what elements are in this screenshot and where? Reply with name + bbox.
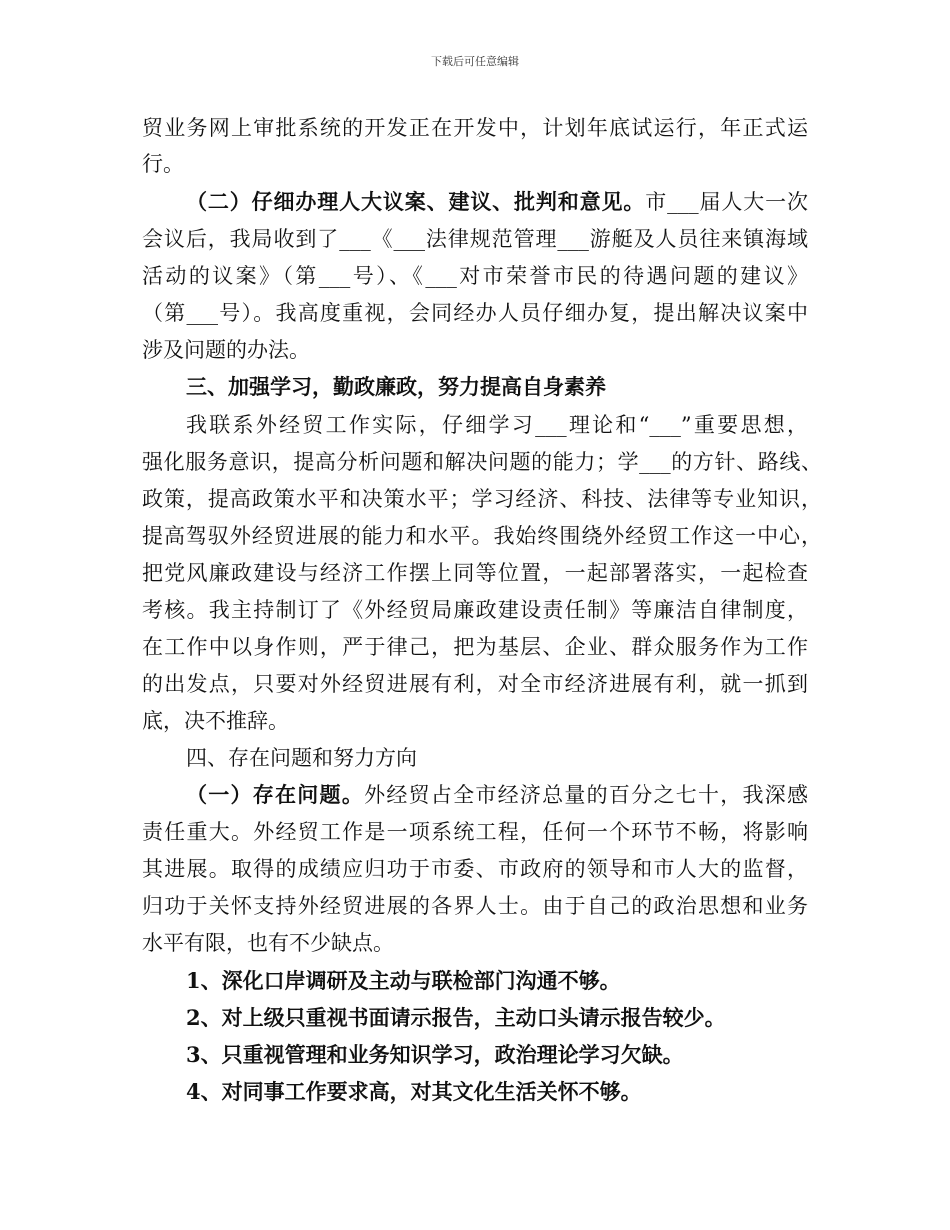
paragraph-line: （第___号）。我高度重视，会同经办人员仔细办复，提出解决议案中 (142, 301, 808, 325)
paragraph-line: 归功于关怀支持外经贸进展的各界人士。由于自己的政治思想和业务 (142, 894, 808, 918)
section-heading: （二）仔细办理人大议案、建议、批判和意见。 (186, 189, 646, 214)
section-heading: 三、加强学习，勤政廉政，努力提高自身素养 (186, 374, 606, 399)
list-item: 4、对同事工作要求高，对其文化生活关怀不够。 (186, 1079, 642, 1104)
page-header: 下载后可任意编辑 (431, 55, 519, 68)
paragraph-line: 提高驾驭外经贸进展的能力和水平。我始终围绕外经贸工作这一中心， (142, 524, 822, 548)
paragraph-line: 责任重大。外经贸工作是一项系统工程，任何一个环节不畅，将影响 (142, 820, 808, 844)
paragraph-line: 的出发点，只要对外经贸进展有利，对全市经济进展有利，就一抓到 (142, 672, 808, 696)
list-item: 3、只重视管理和业务知识学习，政治理论学习欠缺。 (186, 1042, 684, 1067)
paragraph-line: 考核。我主持制订了《外经贸局廉政建设责任制》等廉洁自律制度， (142, 598, 808, 622)
paragraph-line (186, 781, 808, 809)
paragraph-line: 在工作中以身作则，严于律己，把为基层、企业、群众服务作为工作 (142, 635, 808, 659)
paragraph-line: 贸业务网上审批系统的开发正在开发中，计划年底试运行，年正式运 (142, 116, 808, 140)
section-heading: （一）存在问题。 (186, 782, 365, 807)
paragraph-line: 其进展。取得的成绩应归功于市委、市政府的领导和市人大的监督， (142, 857, 808, 881)
paragraph-text: 外经贸占全市经济总量的百分之七十，我深感 (364, 783, 809, 807)
paragraph-line: 涉及问题的办法。 (142, 338, 310, 362)
paragraph-line: 政策，提高政策水平和决策水平；学习经济、科技、法律等专业知识， (142, 487, 822, 511)
paragraph-line: 强化服务意识，提高分析问题和解决问题的能力；学___的方针、路线、 (142, 450, 822, 474)
paragraph-line: 会议后，我局收到了___《___法律规范管理___游艇及人员往来镇海域 (142, 227, 808, 251)
paragraph-line: 我联系外经贸工作实际，仔细学习___理论和“___”重要思想， (186, 413, 808, 437)
paragraph-line: 把党风廉政建设与经济工作摆上同等位置，一起部署落实，一起检查 (142, 561, 808, 585)
paragraph-line (186, 188, 808, 216)
paragraph-line: 水平有限，也有不少缺点。 (142, 931, 394, 955)
paragraph-line: 行。 (142, 152, 184, 176)
list-item: 2、对上级只重视书面请示报告，主动口头请示报告较少。 (186, 1005, 726, 1030)
paragraph-text: 市___届人大一次 (645, 190, 809, 214)
paragraph-line: 底，决不推辞。 (142, 709, 289, 733)
list-item: 1、深化口岸调研及主动与联检部门沟通不够。 (186, 968, 621, 993)
section-heading: 四、存在问题和努力方向 (186, 746, 417, 770)
paragraph-line: 活动的议案》（第___号）、《___对市荣誉市民的待遇问题的建议》 (142, 264, 808, 288)
